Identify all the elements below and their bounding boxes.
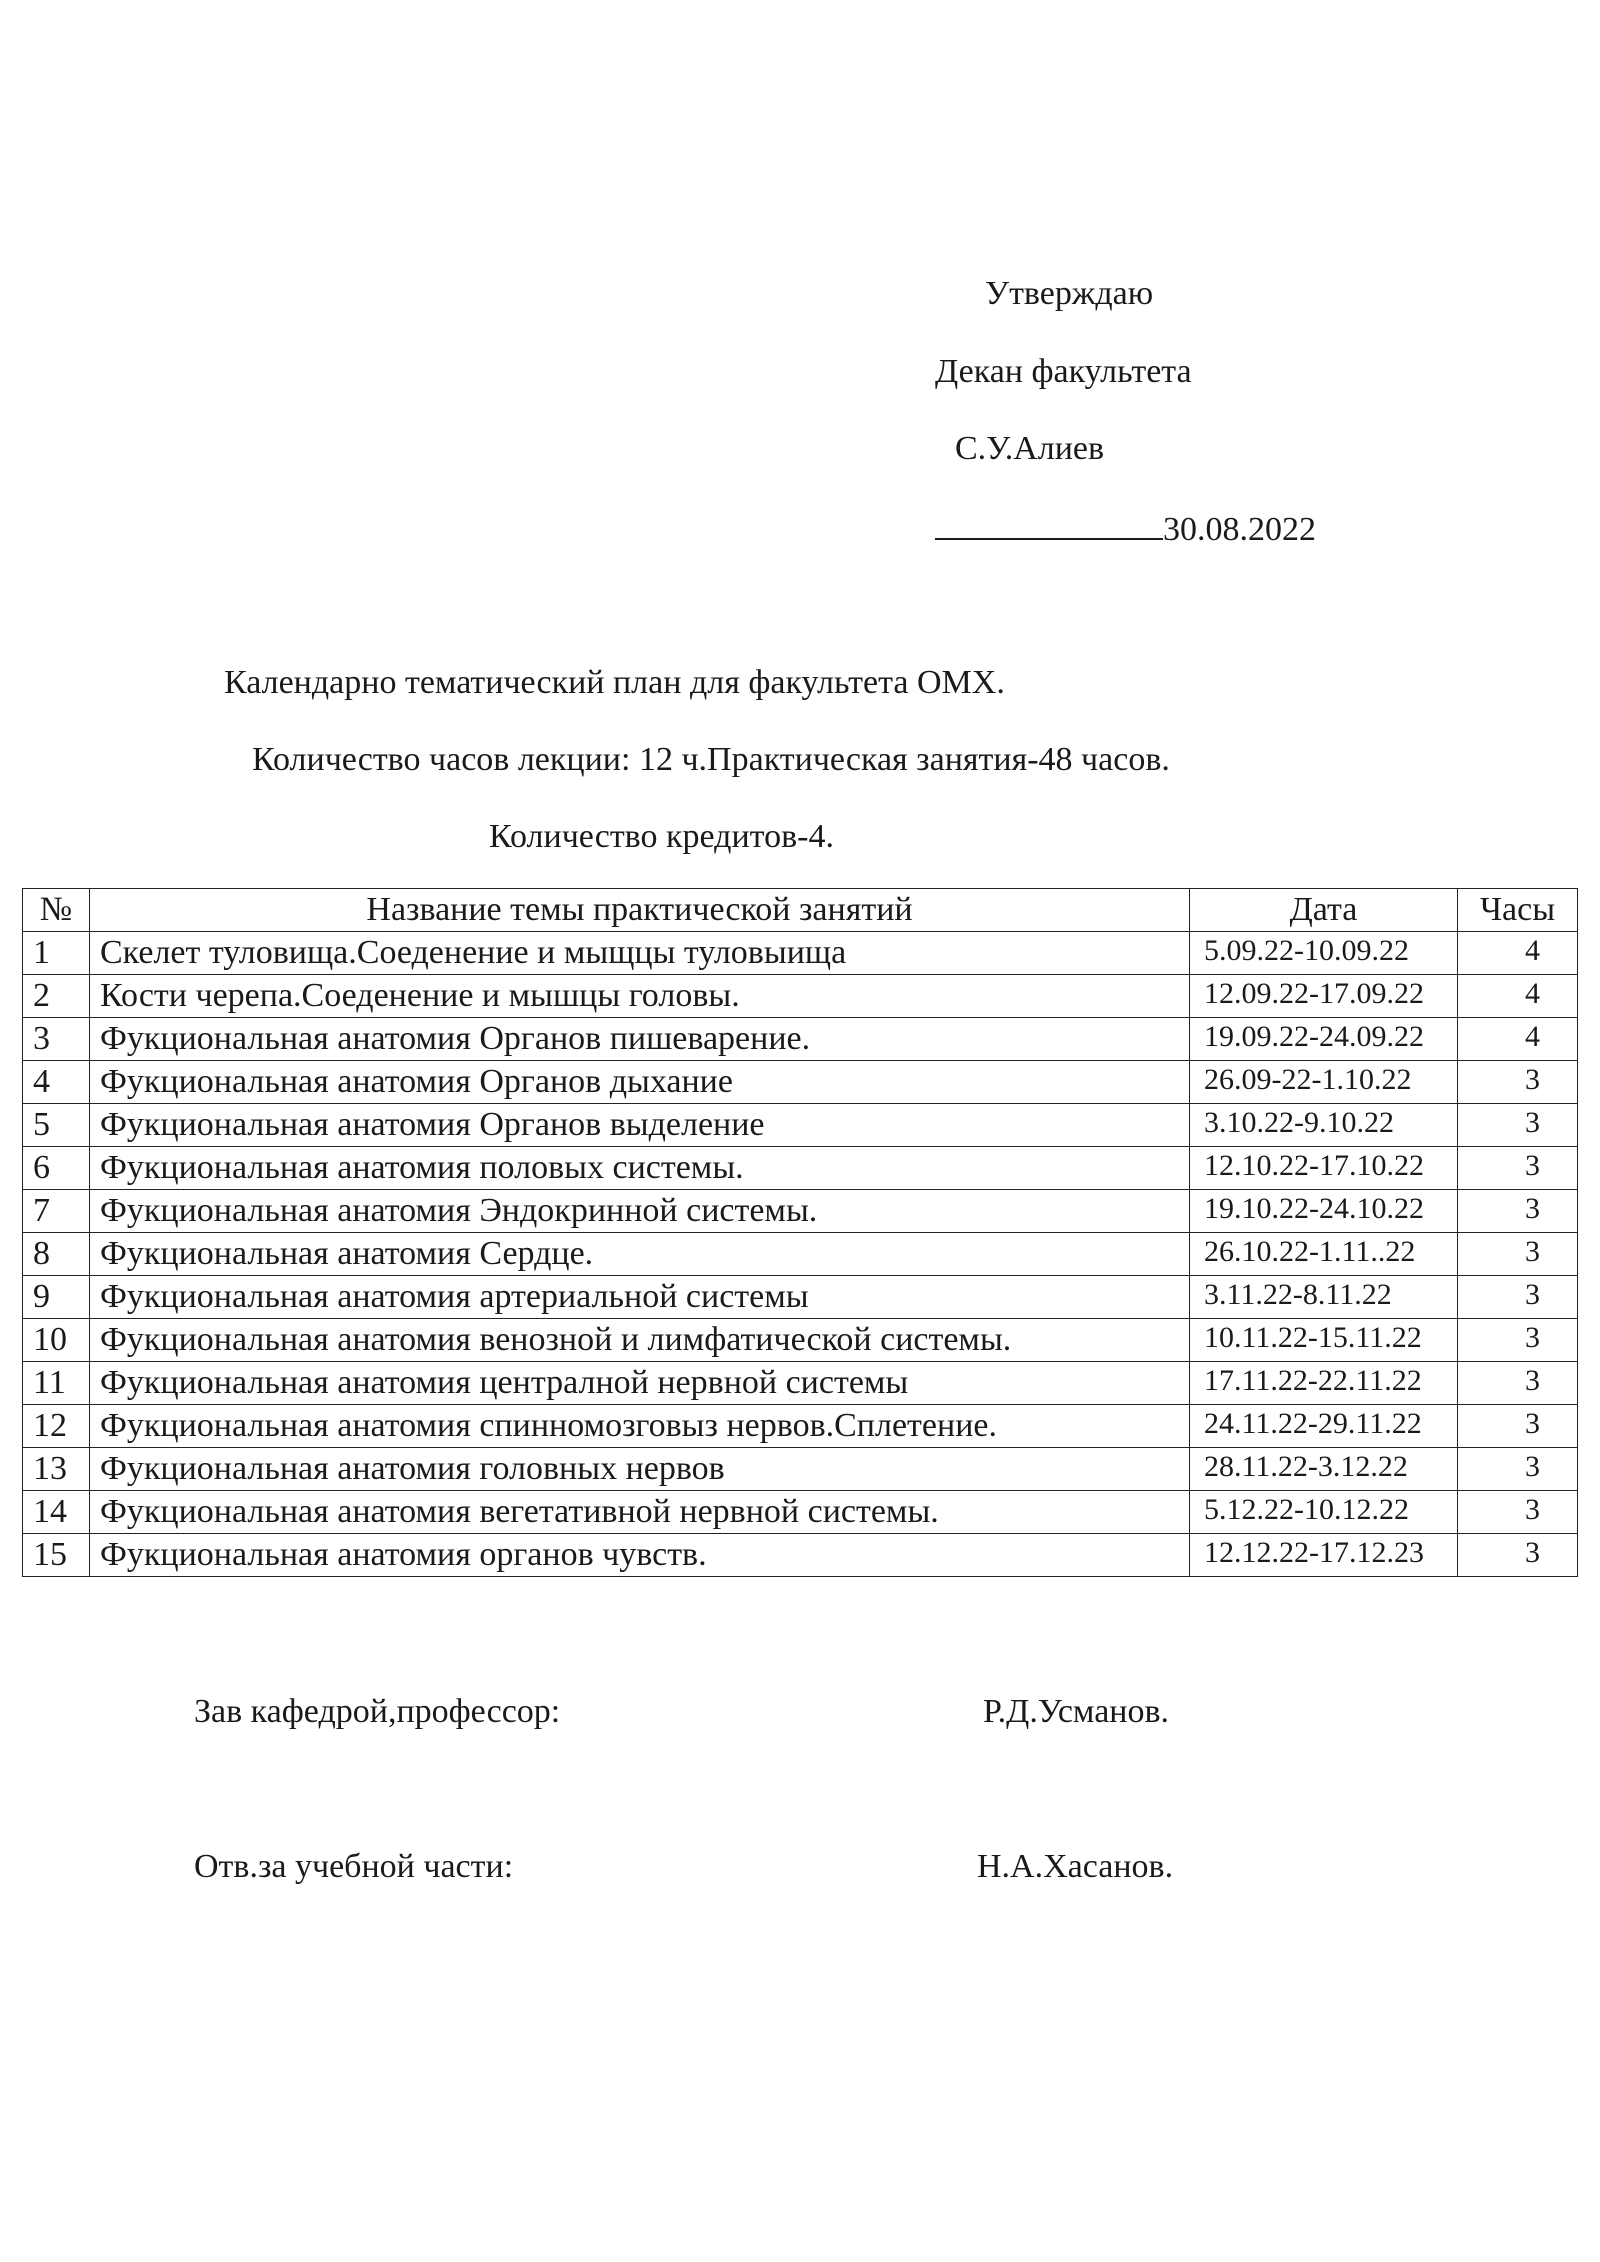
- row-num: 10: [23, 1319, 90, 1362]
- row-num: 11: [23, 1362, 90, 1405]
- row-num: 7: [23, 1190, 90, 1233]
- row-num: 13: [23, 1448, 90, 1491]
- row-date: 26.10.22-1.11..22: [1190, 1233, 1458, 1276]
- signature-line: [935, 506, 1163, 540]
- row-topic: Фукциональная анатомия Сердце.: [90, 1233, 1190, 1276]
- header-date: Дата: [1190, 889, 1458, 932]
- row-date: 10.11.22-15.11.22: [1190, 1319, 1458, 1362]
- row-topic: Фукциональная анатомия централной нервной системы: [90, 1362, 1190, 1405]
- row-topic: Фукциональная анатомия артериальной системы: [90, 1276, 1190, 1319]
- row-topic: Фукциональная анатомия Органов пишеварение.: [90, 1018, 1190, 1061]
- row-date: 19.09.22-24.09.22: [1190, 1018, 1458, 1061]
- table-row: [23, 1061, 1578, 1104]
- row-num: 9: [23, 1276, 90, 1319]
- head-of-department-label: Зав кафедрой,профессор:: [194, 1693, 561, 1730]
- approve-label: Утверждаю: [985, 275, 1154, 312]
- row-hours: 3: [1458, 1319, 1578, 1362]
- approval-date-line: [935, 506, 1316, 550]
- row-hours: 4: [1458, 1018, 1578, 1061]
- row-num: 2: [23, 975, 90, 1018]
- row-topic: Фукциональная анатомия головных нервов: [90, 1448, 1190, 1491]
- row-num: 5: [23, 1104, 90, 1147]
- table-row: [23, 1276, 1578, 1319]
- row-hours: 3: [1458, 1405, 1578, 1448]
- row-date: 17.11.22-22.11.22: [1190, 1362, 1458, 1405]
- table-row: [23, 1319, 1578, 1362]
- row-date: 5.12.22-10.12.22: [1190, 1491, 1458, 1534]
- row-num: 3: [23, 1018, 90, 1061]
- row-topic: Фукциональная анатомия вегетативной нервной системы.: [90, 1491, 1190, 1534]
- row-topic: Фукциональная анатомия спинномозговыз нервов.Сплетение.: [90, 1405, 1190, 1448]
- row-date: 5.09.22-10.09.22: [1190, 932, 1458, 975]
- row-date: 28.11.22-3.12.22: [1190, 1448, 1458, 1491]
- row-hours: 4: [1458, 932, 1578, 975]
- table-row: [23, 932, 1578, 975]
- table-row: [23, 1190, 1578, 1233]
- row-num: 1: [23, 932, 90, 975]
- approver-position: Декан факультета: [935, 353, 1192, 390]
- row-date: 26.09-22-1.10.22: [1190, 1061, 1458, 1104]
- table-row: [23, 1147, 1578, 1190]
- approval-date: 30.08.2022: [1163, 511, 1316, 548]
- header-num: №: [23, 889, 90, 932]
- table-row: [23, 1018, 1578, 1061]
- approver-name: С.У.Алиев: [955, 430, 1105, 467]
- row-date: 24.11.22-29.11.22: [1190, 1405, 1458, 1448]
- row-date: 3.11.22-8.11.22: [1190, 1276, 1458, 1319]
- document-title: Календарно тематический план для факультета ОМХ.: [224, 664, 1005, 701]
- row-topic: Фукциональная анатомия Органов выделение: [90, 1104, 1190, 1147]
- row-topic: Фукциональная анатомия половых системы.: [90, 1147, 1190, 1190]
- row-topic: Фукциональная анатомия венозной и лимфатической системы.: [90, 1319, 1190, 1362]
- table-row: [23, 1233, 1578, 1276]
- header-hours: Часы: [1458, 889, 1578, 932]
- schedule-table: [22, 888, 1578, 1577]
- row-hours: 3: [1458, 1448, 1578, 1491]
- row-num: 6: [23, 1147, 90, 1190]
- table-row: [23, 975, 1578, 1018]
- row-num: 15: [23, 1534, 90, 1577]
- row-topic: Фукциональная анатомия Органов дыхание: [90, 1061, 1190, 1104]
- row-topic: Кости черепа.Соеденение и мышцы головы.: [90, 975, 1190, 1018]
- row-date: 12.10.22-17.10.22: [1190, 1147, 1458, 1190]
- row-hours: 3: [1458, 1061, 1578, 1104]
- header-topic: Название темы практической занятий: [90, 889, 1190, 932]
- row-hours: 3: [1458, 1147, 1578, 1190]
- row-date: 3.10.22-9.10.22: [1190, 1104, 1458, 1147]
- row-hours: 3: [1458, 1104, 1578, 1147]
- row-num: 4: [23, 1061, 90, 1104]
- row-topic: Фукциональная анатомия Эндокринной системы.: [90, 1190, 1190, 1233]
- row-hours: 3: [1458, 1534, 1578, 1577]
- credits-summary: Количество кредитов-4.: [489, 818, 834, 855]
- study-part-name: Н.А.Хасанов.: [977, 1848, 1174, 1885]
- row-date: 19.10.22-24.10.22: [1190, 1190, 1458, 1233]
- row-num: 12: [23, 1405, 90, 1448]
- table-row: [23, 1405, 1578, 1448]
- row-topic: Скелет туловища.Соеденение и мыщцы туловыища: [90, 932, 1190, 975]
- head-of-department-name: Р.Д.Усманов.: [983, 1693, 1170, 1730]
- table-row: [23, 1491, 1578, 1534]
- row-hours: 4: [1458, 975, 1578, 1018]
- row-num: 8: [23, 1233, 90, 1276]
- row-hours: 3: [1458, 1233, 1578, 1276]
- row-hours: 3: [1458, 1362, 1578, 1405]
- table-row: [23, 1104, 1578, 1147]
- row-date: 12.09.22-17.09.22: [1190, 975, 1458, 1018]
- row-date: 12.12.22-17.12.23: [1190, 1534, 1458, 1577]
- hours-summary: Количество часов лекции: 12 ч.Практическая занятия-48 часов.: [252, 741, 1170, 778]
- study-part-label: Отв.за учебной части:: [194, 1848, 514, 1885]
- table-header-row: [23, 889, 1578, 932]
- table-row: [23, 1448, 1578, 1491]
- row-hours: 3: [1458, 1190, 1578, 1233]
- table-row: [23, 1534, 1578, 1577]
- row-num: 14: [23, 1491, 90, 1534]
- row-topic: Фукциональная анатомия органов чувств.: [90, 1534, 1190, 1577]
- row-hours: 3: [1458, 1276, 1578, 1319]
- row-hours: 3: [1458, 1491, 1578, 1534]
- table-row: [23, 1362, 1578, 1405]
